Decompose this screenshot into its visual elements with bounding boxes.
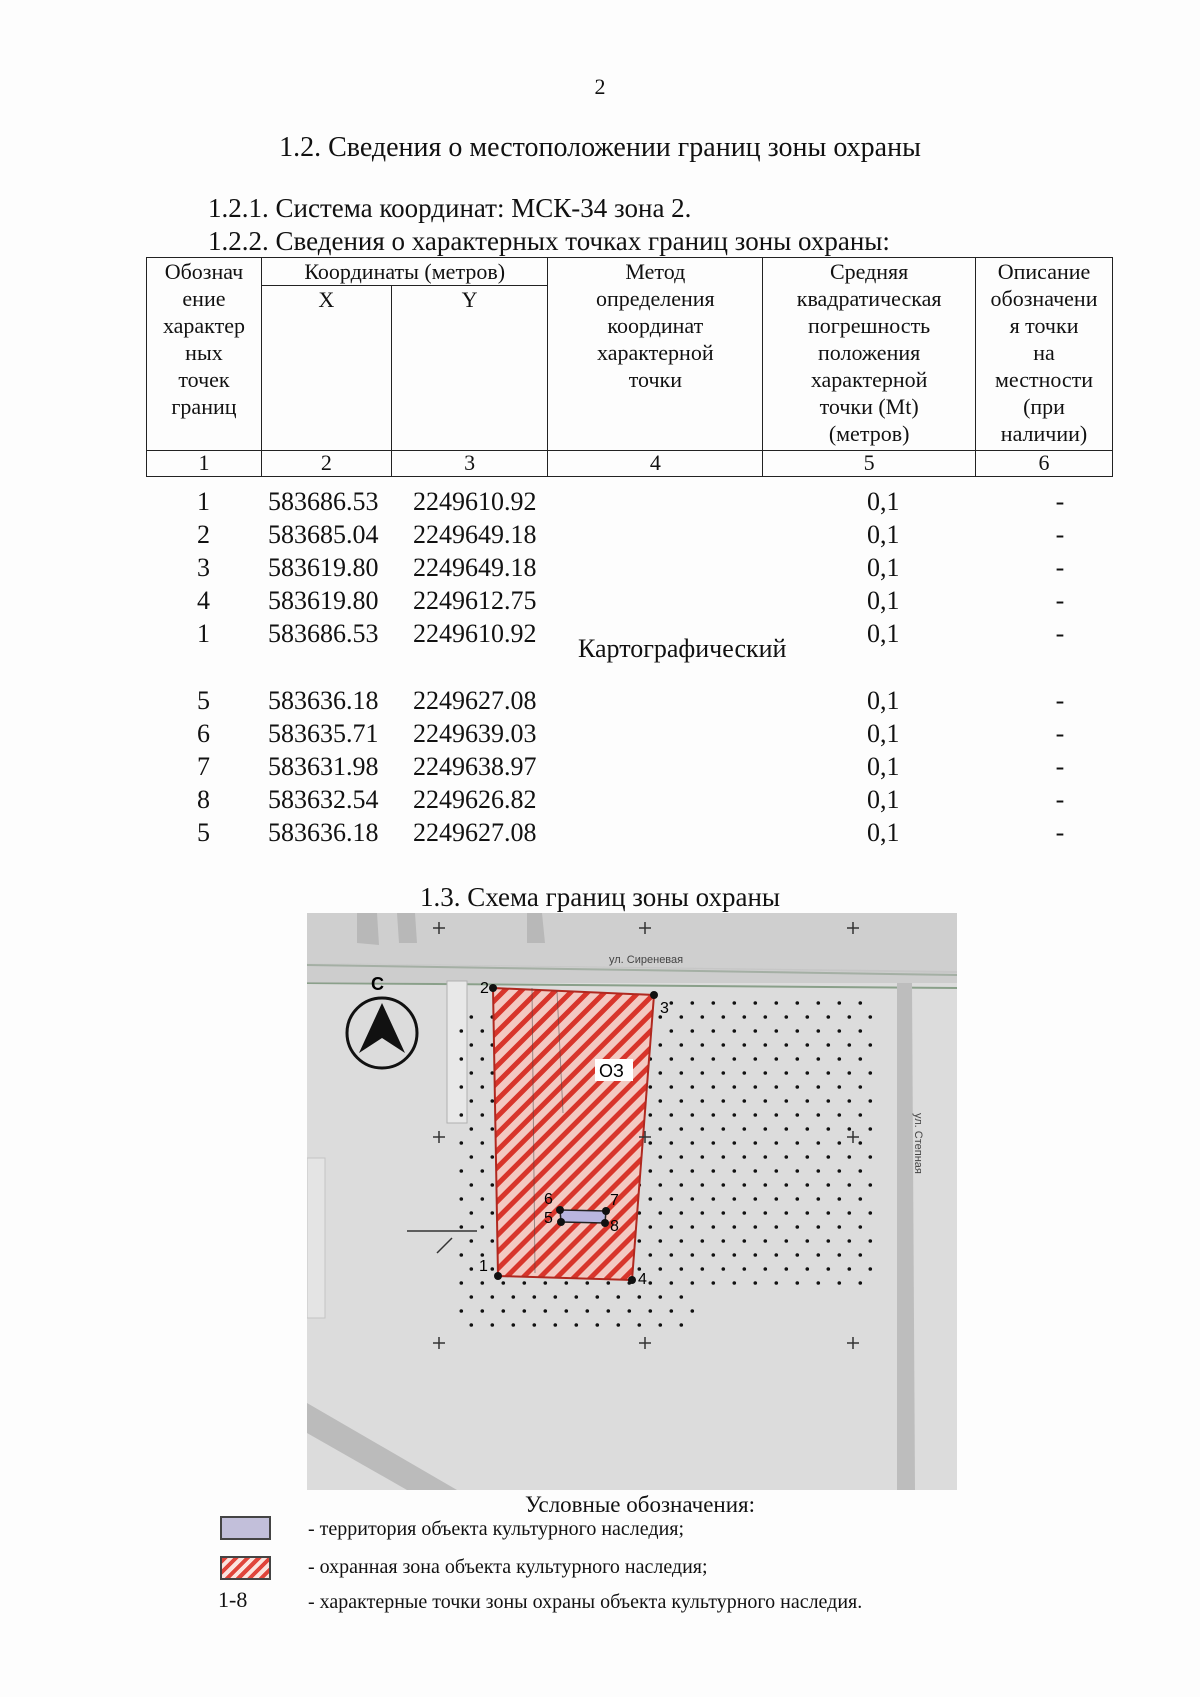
point-label: 6 [544,1191,553,1208]
point-label: 7 [610,1192,619,1209]
points-heading: 1.2.2. Сведения о характерных точках границ зоны охраны: [208,226,890,256]
cell-x: 583635.71 [268,719,379,748]
cell-desc: - [1055,752,1065,781]
cell-y: 2249638.97 [413,752,537,781]
cell-error: 0,1 [867,619,900,648]
cell-error: 0,1 [867,686,900,715]
street-label-right: ул. Степная [912,1113,924,1174]
cell-desc: - [1055,686,1065,715]
cell-y: 2249626.82 [413,785,537,814]
point-label: 1 [479,1258,488,1275]
cell-x: 583619.80 [268,553,379,582]
column-number: 4 [548,451,763,477]
points-table-header [146,257,1113,477]
cell-y: 2249612.75 [413,586,537,615]
protection-zone-map [307,913,957,1490]
cell-desc: - [1055,586,1065,615]
cell-point: 3 [197,553,210,582]
cell-error: 0,1 [867,752,900,781]
cell-desc: - [1055,520,1065,549]
header-x: X [261,286,391,451]
header-error: Средняя квадратическая погрешность положения характерной точки (Mt) (метров) [763,258,976,451]
point-label: 5 [544,1210,553,1227]
cell-point: 4 [197,586,210,615]
cell-y: 2249649.18 [413,553,537,582]
column-number: 5 [763,451,976,477]
map-title: 1.3. Схема границ зоны охраны [419,882,781,912]
column-number: 2 [261,451,391,477]
cell-x: 583619.80 [268,586,379,615]
cell-error: 0,1 [867,818,900,847]
cell-desc: - [1055,553,1065,582]
point-label: 3 [660,1000,669,1017]
cell-x: 583631.98 [268,752,379,781]
street-label-top: ул. Сиреневая [609,954,684,966]
cell-error: 0,1 [867,553,900,582]
cell-x: 583686.53 [268,619,379,648]
header-method: Метод определения координат характерной точки [548,258,763,451]
legend-item-points: - характерные точки зоны охраны объекта культурного наследия. [308,1591,863,1613]
cell-desc: - [1055,818,1065,847]
coordinate-system-heading: 1.2.1. Система координат: МСК-34 зона 2. [208,193,692,223]
cell-error: 0,1 [867,586,900,615]
legend-points-symbol: 1-8 [218,1587,248,1612]
cell-y: 2249627.08 [413,686,537,715]
legend-item-object: - территория объекта культурного наследия; [308,1518,685,1540]
cell-x: 583632.54 [268,785,379,814]
cell-error: 0,1 [867,520,900,549]
cell-y: 2249649.18 [413,520,537,549]
cell-point: 1 [197,487,210,516]
cell-error: 0,1 [867,487,900,516]
cell-error: 0,1 [867,785,900,814]
page-number: 2 [594,74,606,99]
cell-x: 583636.18 [268,818,379,847]
header-description: Описание обозначени я точки на местности (при наличии) [976,258,1113,451]
cell-point: 6 [197,719,210,748]
cell-y: 2249639.03 [413,719,537,748]
cell-desc: - [1055,487,1065,516]
cell-y: 2249610.92 [413,619,537,648]
cell-x: 583636.18 [268,686,379,715]
north-label: С [371,974,384,994]
cell-desc: - [1055,785,1065,814]
zone-label: ОЗ [599,1061,624,1081]
point-label: 2 [480,980,489,997]
method-value: Картографический [578,634,787,663]
protection-zone-polygon [493,988,654,1280]
column-number: 6 [976,451,1113,477]
point-label: 8 [610,1218,619,1235]
column-number: 3 [391,451,548,477]
cell-y: 2249610.92 [413,487,537,516]
legend-swatch-zone [220,1556,271,1580]
legend-swatch-object [220,1516,271,1540]
cell-x: 583685.04 [268,520,379,549]
legend-title: Условные обозначения: [524,1492,756,1517]
cell-point: 5 [197,686,210,715]
cell-y: 2249627.08 [413,818,537,847]
column-number: 1 [147,451,262,477]
section-title: 1.2. Сведения о местоположении границ зоны охраны [279,132,921,163]
heritage-object [560,1210,606,1223]
cell-point: 2 [197,520,210,549]
cell-x: 583686.53 [268,487,379,516]
cell-point: 8 [197,785,210,814]
cell-point: 1 [197,619,210,648]
header-y: Y [391,286,548,451]
cell-desc: - [1055,719,1065,748]
point-label: 4 [638,1271,647,1288]
cell-point: 5 [197,818,210,847]
legend-item-zone: - охранная зона объекта культурного наследия; [308,1556,708,1578]
cell-desc: - [1055,619,1065,648]
cell-point: 7 [197,752,210,781]
header-coordinates: Координаты (метров) [261,258,548,286]
header-point-designation: Обознач ение характер ных точек границ [147,258,262,451]
street-right [897,983,915,1490]
cell-error: 0,1 [867,719,900,748]
